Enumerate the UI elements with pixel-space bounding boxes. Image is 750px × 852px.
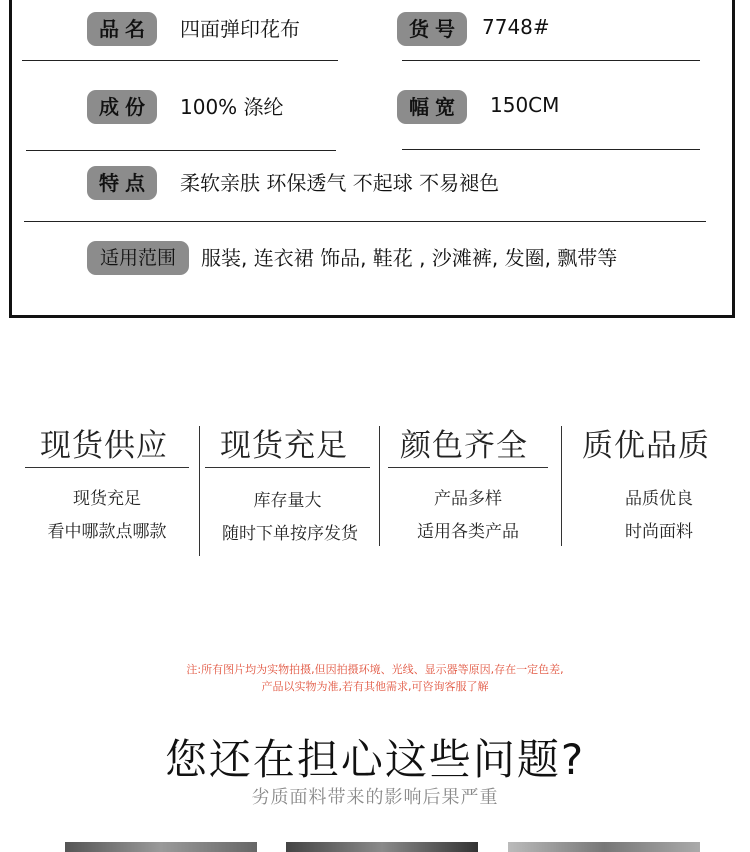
value-name: 四面弹印花布	[180, 17, 300, 41]
value-item: 7748#	[482, 15, 550, 39]
value-feature: 柔软亲肤 环保透气 不起球 不易褪色	[180, 171, 500, 195]
feature-line-3a: 产品多样	[434, 489, 502, 509]
rule-row3	[24, 221, 706, 222]
feature-divider-3	[561, 426, 562, 546]
value-width: 150CM	[490, 93, 560, 117]
value-usage: 服装, 连衣裙 饰品, 鞋花 , 沙滩裤, 发圈, 飘带等	[201, 246, 618, 270]
feature-title-1: 现货供应	[40, 428, 168, 464]
label-item: 货号	[397, 12, 467, 46]
headline-title: 您还在担心这些问题?	[164, 735, 586, 784]
headline-subtitle: 劣质面料带来的影响后果严重	[251, 787, 499, 808]
feature-line-4b: 时尚面料	[625, 522, 693, 542]
rule-row1-left	[22, 60, 338, 61]
rule-row2-right	[402, 149, 700, 150]
fabric-photo-3	[508, 842, 700, 852]
feature-line-2a: 库存量大	[253, 491, 322, 511]
feature-line-4a: 品质优良	[625, 489, 693, 509]
feature-rule-1	[25, 467, 189, 468]
rule-row2-left	[26, 150, 336, 151]
feature-divider-1	[199, 426, 200, 556]
rule-row1-right	[402, 60, 700, 61]
feature-title-4: 质优品质	[582, 428, 710, 464]
fabric-photo-2	[286, 842, 478, 852]
feature-divider-2	[379, 426, 380, 546]
label-composition: 成份	[87, 90, 157, 124]
label-feature: 特点	[87, 166, 157, 200]
fabric-photo-1	[65, 842, 257, 852]
feature-title-3: 颜色齐全	[400, 428, 528, 464]
label-width: 幅宽	[397, 90, 467, 124]
feature-line-2b: 随时下单按序发货	[222, 524, 358, 544]
notice-line-2: 产品以实物为准,若有其他需求,可咨询客服了解	[261, 680, 489, 693]
value-composition: 100% 涤纶	[180, 95, 284, 119]
feature-title-2: 现货充足	[220, 428, 348, 464]
feature-rule-3	[388, 467, 548, 468]
notice-line-1: 注:所有图片均为实物拍摄,但因拍摄环境、光线、显示器等原因,存在一定色差,	[186, 663, 564, 676]
feature-line-1b: 看中哪款点哪款	[47, 522, 167, 542]
feature-rule-2	[205, 467, 370, 468]
label-usage: 适用范围	[87, 241, 189, 275]
feature-line-3b: 适用各类产品	[417, 522, 519, 542]
label-name: 品名	[87, 12, 157, 46]
feature-line-1a: 现货充足	[73, 489, 141, 509]
